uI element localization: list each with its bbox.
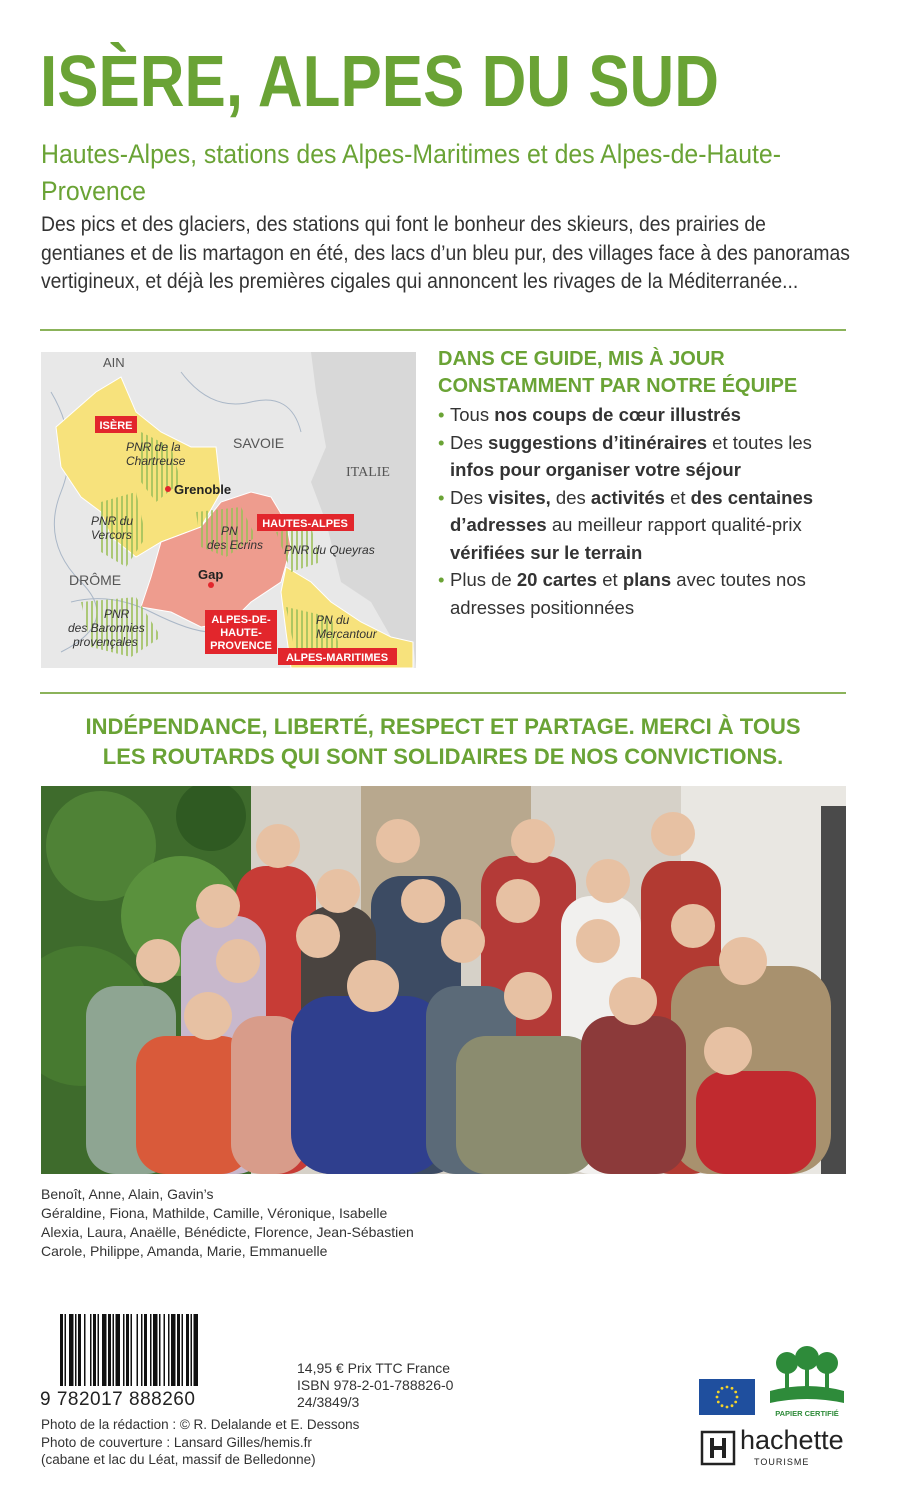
- map-label-ecrins-1: PN: [221, 524, 238, 538]
- map-label-savoie: SAVOIE: [233, 435, 285, 451]
- barcode-bar: [116, 1314, 121, 1386]
- map-city-grenoble: Grenoble: [174, 482, 232, 497]
- map-city-dot-gap: [208, 582, 214, 588]
- barcode-bar: [164, 1314, 166, 1386]
- guide-feature-item: [438, 484, 858, 567]
- guide-feature-item: [438, 566, 858, 621]
- guide-feature-text: Des: [450, 431, 489, 453]
- map-label-chartreuse-2: Chartreuse: [126, 454, 186, 468]
- team-names-row-4: Carole, Philippe, Amanda, Marie, Emmanuelle: [41, 1243, 328, 1259]
- map-label-chartreuse-1: PNR de la: [126, 440, 181, 454]
- team-names-row-2: Géraldine, Fiona, Mathilde, Camille, Véronique, Isabelle: [41, 1205, 388, 1221]
- photo-credits: [41, 1416, 359, 1469]
- price-line: 14,95 € Prix TTC France: [297, 1360, 451, 1376]
- map-label-drome: DRÔME: [69, 572, 122, 588]
- map-badge-isere: ISÈRE: [99, 420, 133, 432]
- map-badge-ahp-2: HAUTE-: [220, 627, 262, 639]
- map-city-dot-grenoble: [165, 486, 171, 492]
- barcode-bar: [108, 1314, 111, 1386]
- guide-feature-text: Plus de: [450, 569, 517, 590]
- barcode-bar: [93, 1314, 96, 1386]
- team-photo-svg: [41, 786, 846, 1174]
- price-block: [297, 1360, 453, 1411]
- guide-feature-text: Des: [450, 486, 489, 508]
- divider-middle: [40, 692, 846, 694]
- region-map: [41, 352, 416, 668]
- barcode-bar: [150, 1314, 152, 1386]
- book-title: ISÈRE, ALPES DU SUD: [40, 42, 719, 122]
- motto-line-1: INDÉPENDANCE, LIBERTÉ, RESPECT ET PARTAGE. MERCI À TOUS: [85, 714, 801, 739]
- barcode-bar: [126, 1314, 129, 1386]
- barcode-bar: [137, 1314, 139, 1386]
- guide-feature-text: et: [597, 569, 623, 590]
- barcode-bar: [78, 1314, 81, 1386]
- credit-line-2: Photo de couverture : Lansard Gilles/hemis.fr: [41, 1434, 312, 1450]
- book-icon: [770, 1386, 844, 1403]
- team-names-row-1: Benoît, Anne, Alain, Gavin’s: [41, 1186, 214, 1202]
- barcode-bar: [69, 1314, 74, 1386]
- guide-feature-text: avec toutes nos adresses positionnées: [450, 569, 806, 618]
- certified-paper-label: PAPIER CERTIFIÉ: [775, 1409, 839, 1418]
- guide-feature-list: [438, 401, 858, 621]
- guide-feature-text: au meilleur rapport qualité-prix: [546, 514, 802, 535]
- tree-icon: [776, 1346, 838, 1389]
- credit-line-1: Photo de la rédaction : © R. Delalande et E. Dessons: [41, 1417, 360, 1432]
- barcode-bar: [171, 1314, 176, 1386]
- barcode-bar: [65, 1314, 67, 1386]
- guide-feature-text: plans: [622, 569, 672, 590]
- guide-feature-text: vérifiées sur le terrain: [450, 541, 643, 563]
- barcode-bar: [90, 1314, 92, 1386]
- barcode-bar: [182, 1314, 184, 1386]
- barcode-bar: [153, 1314, 158, 1386]
- map-label-ain: AIN: [103, 355, 125, 370]
- guide-feature-text: des: [550, 486, 591, 508]
- barcode-bar: [102, 1314, 107, 1386]
- barcode-bar: [131, 1314, 133, 1386]
- guide-feature-text: visites,: [488, 486, 551, 508]
- guide-feature-text: Tous: [450, 404, 495, 425]
- intro-paragraph: Des pics et des glaciers, des stations qui font le bonheur des skieurs, des prairies de gentianes et de lis martagon en été, des lacs d’un bleu pur, des villages face à des panoramas vertigineux, et déjà les premières cigales qui annoncent les rivages de la Méditerranée...: [41, 212, 850, 293]
- hachette-h-icon: [700, 1430, 736, 1466]
- map-label-baronnies-1: PNR: [104, 607, 130, 621]
- guide-feature-text: infos pour organiser votre séjour: [450, 459, 741, 480]
- map-label-queyras: PNR du Queyras: [284, 543, 375, 557]
- barcode-bar: [75, 1314, 77, 1386]
- barcode-bar: [159, 1314, 161, 1386]
- barcode-bar: [84, 1314, 86, 1386]
- barcode-bar: [168, 1314, 170, 1386]
- guide-feature-text: activités: [590, 486, 665, 508]
- guide-heading-line-2: CONSTAMMENT PAR NOTRE ÉQUIPE: [438, 375, 798, 397]
- credit-line-3: (cabane et lac du Léat, massif de Belledonne): [41, 1452, 316, 1467]
- map-badge-ahp-1: ALPES-DE-: [211, 614, 271, 626]
- map-badge-hautes-alpes: HAUTES-ALPES: [262, 518, 348, 530]
- map-badge-ahp-3: PROVENCE: [210, 640, 272, 652]
- barcode: [60, 1314, 250, 1396]
- certified-paper-logo: [766, 1345, 848, 1420]
- barcode-bar: [186, 1314, 189, 1386]
- barcode-bar: [60, 1314, 63, 1386]
- region-map-svg: [41, 352, 416, 668]
- guide-feature-text: suggestions d’itinéraires: [488, 431, 708, 453]
- motto: [40, 712, 846, 772]
- map-label-vercors-1: PNR du: [91, 514, 134, 528]
- publisher-name: hachette: [740, 1425, 844, 1455]
- map-label-italie: ITALIE: [346, 465, 390, 480]
- guide-feature-text: nos coups de cœur illustrés: [494, 404, 741, 425]
- map-label-mercantour-2: Mercantour: [316, 627, 377, 641]
- map-city-gap: Gap: [198, 567, 224, 582]
- barcode-bar: [113, 1314, 115, 1386]
- eu-flag-icon: [699, 1379, 755, 1415]
- map-badge-alpes-maritimes: ALPES-MARITIMES: [285, 652, 389, 664]
- map-label-baronnies-3: provençales: [73, 635, 138, 649]
- guide-feature-item: [438, 429, 858, 484]
- barcode-bar: [141, 1314, 143, 1386]
- guide-heading: [438, 346, 797, 400]
- guide-feature-text: et toutes les: [707, 431, 812, 453]
- publisher-sub: TOURISME: [754, 1457, 810, 1467]
- guide-feature-text: 20 cartes: [516, 569, 598, 590]
- map-label-mercantour-1: PN du: [316, 613, 350, 627]
- guide-feature-text: et: [664, 486, 691, 508]
- barcode-bar: [123, 1314, 125, 1386]
- barcode-number: 9 782017 888260: [40, 1389, 196, 1410]
- divider-top: [40, 329, 846, 331]
- team-names-row-3: Alexia, Laura, Anaëlle, Bénédicte, Florence, Jean-Sébastien: [41, 1224, 414, 1240]
- publisher-logo: [700, 1424, 848, 1468]
- guide-feature-text: des centaines d’adresses: [450, 486, 814, 535]
- book-subtitle: Hautes-Alpes, stations des Alpes-Maritimes et des Alpes-de-Haute-Provence: [41, 139, 782, 206]
- motto-line-2: LES ROUTARDS QUI SONT SOLIDAIRES DE NOS CONVICTIONS.: [102, 744, 784, 769]
- barcode-bar: [144, 1314, 147, 1386]
- barcode-bar: [98, 1314, 100, 1386]
- map-label-baronnies-2: des Baronnies: [68, 621, 145, 635]
- reference-line: 24/3849/3: [297, 1394, 360, 1410]
- map-label-ecrins-2: des Ecrins: [207, 538, 264, 552]
- barcode-bar: [194, 1314, 199, 1386]
- team-photo: [41, 786, 846, 1174]
- isbn-line: ISBN 978-2-01-788826-0: [297, 1377, 454, 1393]
- guide-heading-line-1: DANS CE GUIDE, MIS À JOUR: [438, 348, 725, 370]
- team-names: [41, 1185, 414, 1261]
- barcode-bar: [191, 1314, 193, 1386]
- map-label-vercors-2: Vercors: [91, 528, 132, 542]
- barcode-bar: [177, 1314, 180, 1386]
- guide-feature-item: [438, 401, 858, 429]
